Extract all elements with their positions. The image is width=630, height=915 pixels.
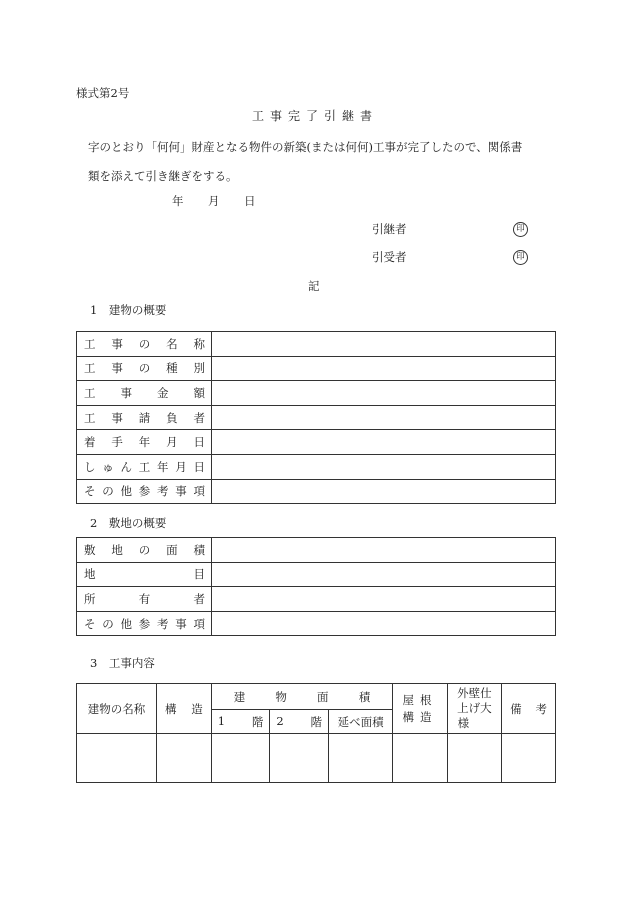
header-remarks	[502, 684, 556, 734]
row-label	[77, 332, 212, 357]
row-value-cell[interactable]	[212, 381, 556, 406]
date-day: 日	[244, 194, 256, 208]
row-label	[77, 405, 212, 430]
table-row	[77, 454, 556, 479]
data-cell[interactable]	[77, 734, 157, 783]
row-label	[77, 356, 212, 381]
row-value-cell[interactable]	[212, 587, 556, 612]
form-number: 様式第2号	[76, 86, 130, 100]
header-remarks-text: 備 考	[510, 701, 547, 716]
intro-line-1: 字のとおり「何何」財産となる物件の新築(または何何)工事が完了したので、関係書	[88, 140, 523, 154]
header-floor1-unit: 階	[251, 714, 264, 729]
ki-marker: 記	[308, 279, 320, 293]
row-value-cell[interactable]	[212, 611, 556, 636]
row-value-cell[interactable]	[212, 562, 556, 587]
table-row	[77, 538, 556, 563]
row-value-cell[interactable]	[212, 479, 556, 504]
header-floor2-num: 2	[276, 713, 284, 728]
section3-heading: 3 工事内容	[90, 656, 155, 670]
page-title: 工事完了引継書	[251, 109, 378, 123]
row-label-text: し ゅ ん 工 年 月 日	[84, 459, 205, 474]
table-row	[77, 562, 556, 587]
table-row	[77, 381, 556, 406]
row-label-text: 工 事 金 額	[84, 385, 205, 400]
table-row	[77, 405, 556, 430]
table-row	[77, 611, 556, 636]
date-month: 月	[208, 194, 220, 208]
row-label-text: 敷 地 の 面 積	[84, 542, 205, 557]
header-exterior-line1: 外壁仕	[457, 686, 492, 700]
header-area-text: 建 物 面 積	[233, 689, 371, 704]
header-structure	[156, 684, 211, 734]
table-row	[77, 332, 556, 357]
header-roof	[393, 684, 447, 734]
intro-paragraph	[76, 133, 556, 191]
row-label-text: 工 事 の 種 別	[84, 361, 205, 376]
row-value-cell[interactable]	[212, 405, 556, 430]
date-year: 年	[172, 194, 184, 208]
row-value-cell[interactable]	[212, 332, 556, 357]
row-label	[77, 587, 212, 612]
row-label-text: 工 事 請 負 者	[84, 410, 205, 425]
table-row	[77, 356, 556, 381]
seal-icon: 印	[513, 222, 528, 237]
table-row	[77, 430, 556, 455]
row-value-cell[interactable]	[212, 538, 556, 563]
header-exterior-line2: 上げ大	[457, 701, 492, 715]
header-floor1	[211, 710, 270, 734]
row-value-cell[interactable]	[212, 430, 556, 455]
receiver-label: 引受者	[372, 250, 407, 264]
header-exterior	[447, 684, 501, 734]
data-cell[interactable]	[447, 734, 501, 783]
row-label	[77, 538, 212, 563]
intro-line-2: 類を添えて引き継ぎをする。	[88, 169, 238, 183]
row-label	[77, 611, 212, 636]
row-label	[77, 479, 212, 504]
data-cell[interactable]	[270, 734, 329, 783]
table-row	[77, 587, 556, 612]
seal-icon: 印	[513, 250, 528, 265]
section1-heading: 1 建物の概要	[90, 303, 167, 317]
data-cell[interactable]	[393, 734, 447, 783]
row-label	[77, 381, 212, 406]
data-cell[interactable]	[328, 734, 392, 783]
row-label-text: そ の 他 参 考 事 項	[84, 484, 205, 499]
header-structure-text: 構 造	[164, 701, 203, 716]
data-cell[interactable]	[211, 734, 270, 783]
row-label-text: 着 手 年 月 日	[84, 435, 205, 450]
section2-heading: 2 敷地の概要	[90, 516, 167, 530]
data-cell[interactable]	[156, 734, 211, 783]
row-label	[77, 562, 212, 587]
row-label-text: そ の 他 参 考 事 項	[84, 616, 205, 631]
header-exterior-line3: 様	[457, 716, 470, 730]
work-content-table	[76, 683, 556, 783]
site-overview-table	[76, 537, 556, 636]
header-floor2-unit: 階	[310, 714, 322, 729]
table-row	[77, 479, 556, 504]
header-roof-line2: 構造	[402, 709, 438, 724]
transferor-label: 引継者	[372, 222, 407, 236]
header-floor1-num: 1	[217, 713, 226, 728]
row-label	[77, 430, 212, 455]
row-label-text: 工 事 の 名 称	[84, 336, 205, 351]
header-roof-line1: 屋根	[402, 692, 438, 707]
row-label	[77, 454, 212, 479]
header-total-area: 延べ面積	[328, 710, 392, 734]
header-building-name: 建物の名称	[77, 684, 157, 734]
row-label-text: 地 目	[84, 567, 205, 582]
date-line	[172, 193, 256, 209]
building-overview-table	[76, 331, 556, 504]
header-floor2	[270, 710, 329, 734]
data-cell[interactable]	[502, 734, 556, 783]
row-label-text: 所 有 者	[84, 591, 205, 606]
row-value-cell[interactable]	[212, 454, 556, 479]
row-value-cell[interactable]	[212, 356, 556, 381]
header-area	[211, 684, 393, 710]
